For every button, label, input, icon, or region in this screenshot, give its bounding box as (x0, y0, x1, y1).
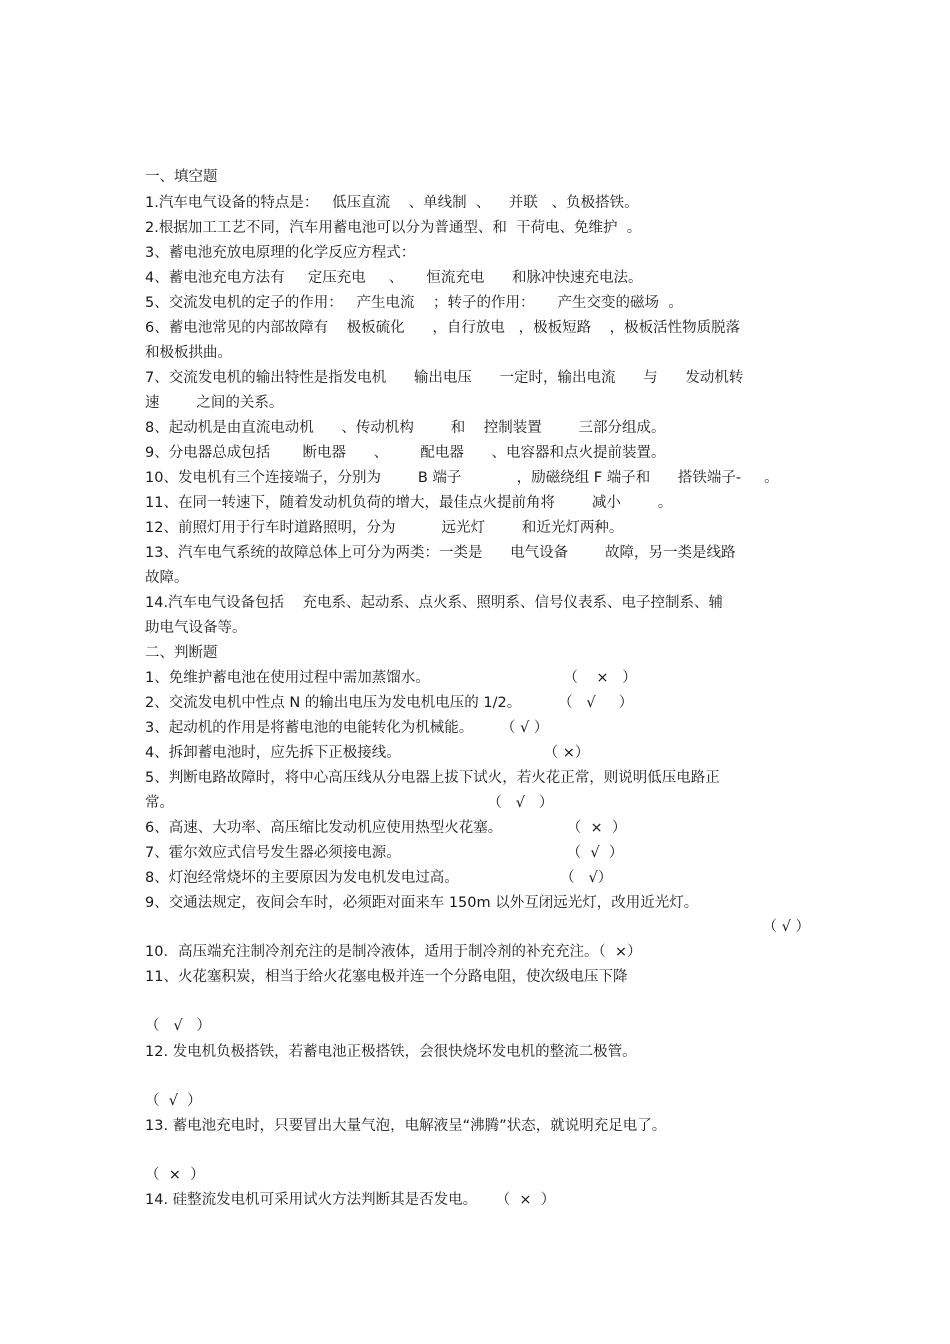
question-line: 7、交流发电机的输出特性是指发电机 输出电压 一定时，输出电流 与 发动机转 (145, 370, 744, 386)
question-line: 14. 硅整流发电机可采用试火方法判断其是否发电。 （ × ） (145, 1192, 556, 1208)
question-line: 13、汽车电气系统的故障总体上可分为两类：一类是 电气设备 故障，另一类是线路 (145, 545, 736, 561)
section-title-true-false: 二、判断题 (145, 645, 218, 661)
question-line: 5、判断电路故障时，将中心高压线从分电器上拔下试火，若火花正常，则说明低压电路正 (145, 770, 720, 786)
question-line: 10．高压端充注制冷剂充注的是制冷液体，适用于制冷剂的补充充注。（ ×） (145, 944, 642, 960)
question-line: 6、高速、大功率、高压缩比发动机应使用热型火花塞。 （ × ） (145, 820, 627, 836)
question-line: 3、起动机的作用是将蓄电池的电能转化为机械能。 （ √ ） (145, 720, 549, 736)
question-line: 1.汽车电气设备的特点是： 低压直流 、单线制 、 并联 、负极搭铁。 (145, 195, 639, 211)
question-line: 4、蓄电池充电方法有 定压充电 、 恒流充电 和脉冲快速充电法。 (145, 270, 643, 286)
question-line: 13. 蓄电池充电时，只要冒出大量气泡，电解液呈“沸腾”状态，就说明充足电了。 (145, 1118, 667, 1134)
question-line: 8、起动机是由直流电动机 、传动机构 和 控制装置 三部分组成。 (145, 420, 666, 436)
section-title-fill-blank: 一、填空题 (145, 169, 218, 185)
question-line: 2.根据加工工艺不同，汽车用蓄电池可以分为普通型、和 干荷电、免维护 。 (145, 220, 642, 236)
question-line: 故障。 (145, 570, 189, 586)
question-line: 14.汽车电气设备包括 充电系、起动系、点火系、照明系、信号仪表系、电子控制系、辅 (145, 595, 723, 611)
question-line: 10、发电机有三个连接端子，分别为 B 端子 ，励磁绕组 F 端子和 搭铁端子- 。 (145, 470, 779, 486)
question-line: 12. 发电机负极搭铁，若蓄电池正极搭铁，会很快烧坏发电机的整流二极管。 (145, 1044, 637, 1060)
answer-mark: （ √ ） (762, 919, 810, 935)
question-line: 7、霍尔效应式信号发生器必须接电源。 （ √ ） (145, 845, 624, 861)
question-line: 助电气设备等。 (145, 620, 247, 636)
question-line: 常。 （ √ ） (145, 795, 554, 811)
question-line: 9、分电器总成包括 断电器 、 配电器 、电容器和点火提前装置。 (145, 445, 666, 461)
question-line: 9、交通法规定，夜间会车时，必须距对面来车 150m 以外互闭远光灯，改用近光灯。 (145, 895, 699, 911)
question-line: 1、免维护蓄电池在使用过程中需加蒸馏水。 （ × ） (145, 670, 637, 686)
answer-mark: （ √ ） (145, 1018, 211, 1034)
question-line: 11、在同一转速下，随着发动机负荷的增大，最佳点火提前角将 减小 。 (145, 495, 673, 511)
question-line: 和极板拱曲。 (145, 345, 232, 361)
question-line: 8、灯泡经常烧坏的主要原因为发电机发电过高。 （ √） (145, 870, 613, 886)
question-line: 5、交流发电机的定子的作用： 产生电流 ；转子的作用： 产生交变的磁场 。 (145, 295, 683, 311)
question-line: 2、交流发电机中性点 N 的输出电压为发电机电压的 1/2。 （ √ ） (145, 695, 634, 711)
question-line: 12、前照灯用于行车时道路照明，分为 远光灯 和近光灯两种。 (145, 520, 624, 536)
question-line: 6、蓄电池常见的内部故障有 极板硫化 ，自行放电 ，极板短路 ，极板活性物质脱落 (145, 320, 741, 336)
answer-mark: （ √ ） (145, 1093, 202, 1109)
question-line: 速 之间的关系。 (145, 395, 284, 411)
answer-mark: （ × ） (145, 1167, 205, 1183)
question-line: 3、蓄电池充放电原理的化学反应方程式： (145, 245, 416, 261)
question-line: 4、拆卸蓄电池时，应先拆下正极接线。 （ ×） (145, 745, 590, 761)
question-line: 11、火花塞积炭，相当于给火花塞电极并连一个分路电阻，使次级电压下降 (145, 969, 628, 985)
